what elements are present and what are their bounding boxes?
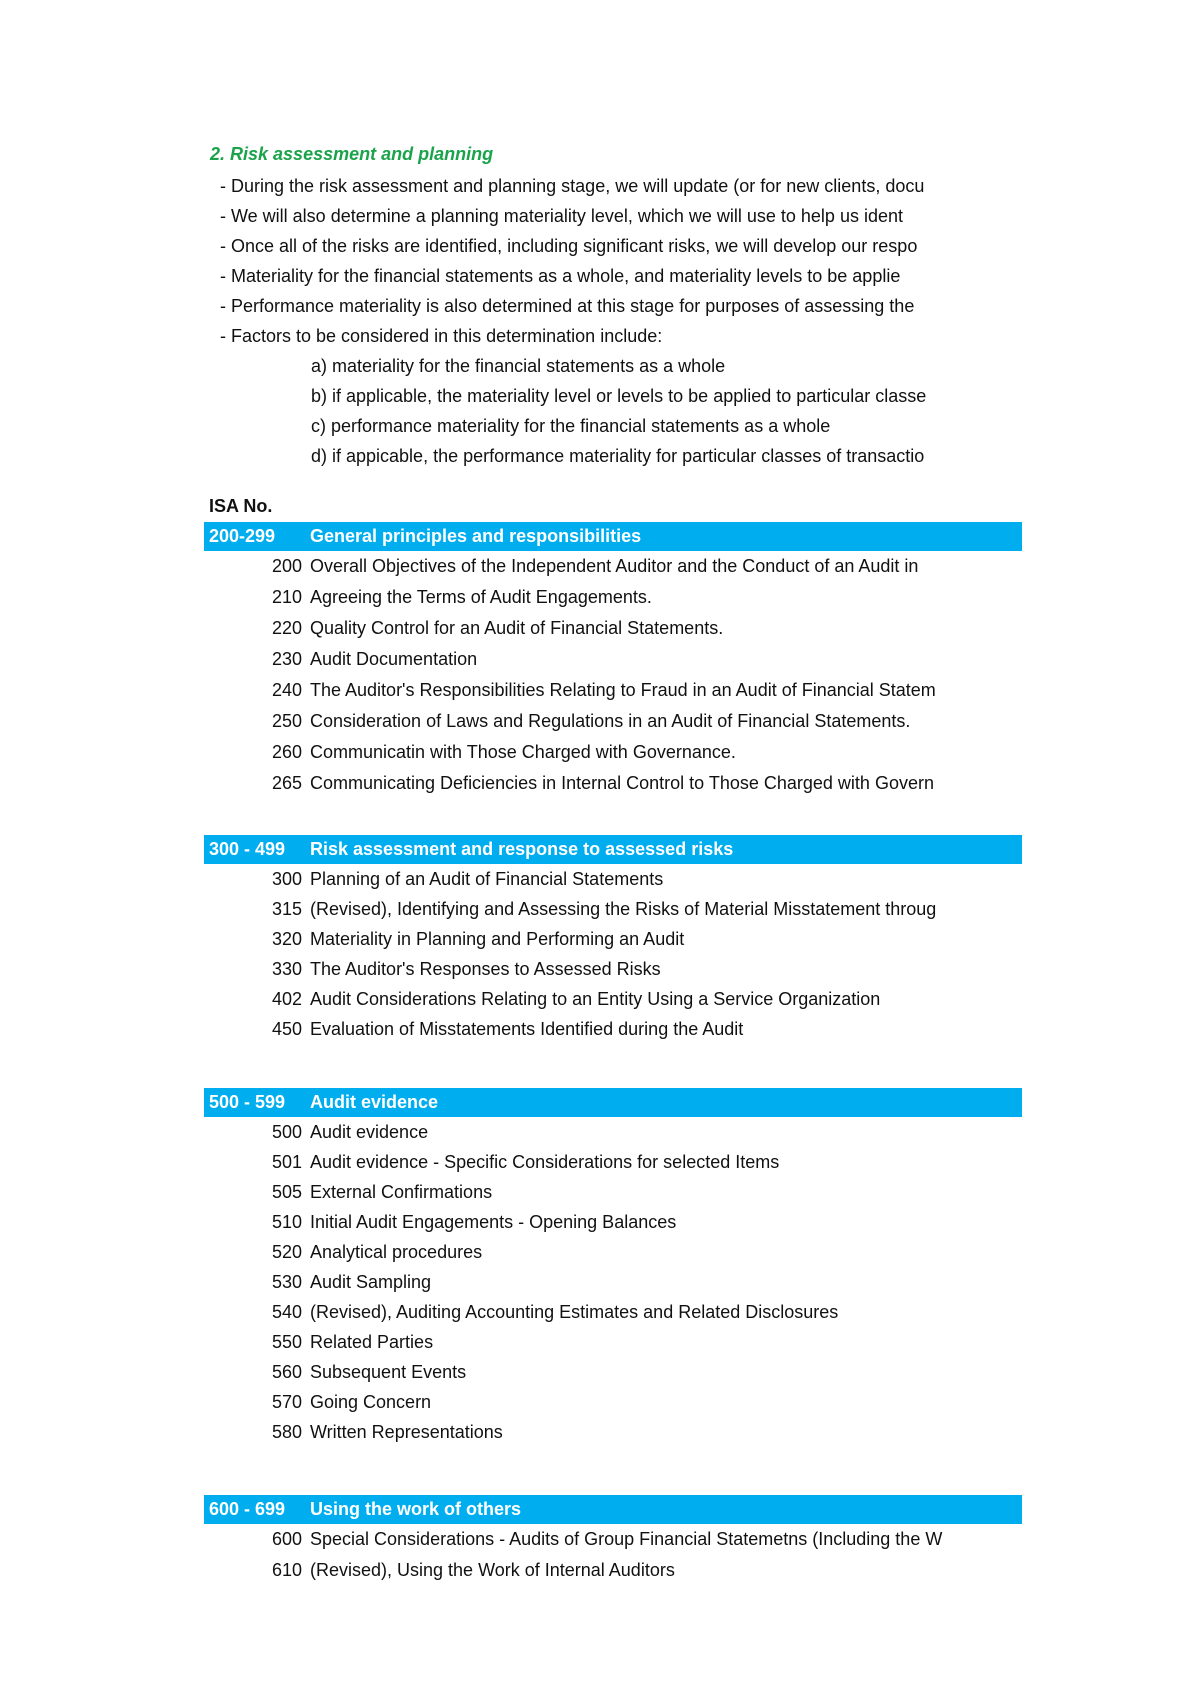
isa-group-200 [204,522,1022,799]
isa-row [204,924,1022,954]
isa-title: Subsequent Events [310,1362,467,1382]
isa-row [204,1524,1022,1555]
isa-title: Audit evidence [310,1122,429,1142]
isa-row [204,1117,1022,1147]
group-title: Risk assessment and response to assessed risks [310,839,734,859]
isa-row [204,954,1022,984]
isa-title: Consideration of Laws and Regulations in an Audit of Financial Statements. [310,711,911,731]
group-range: 300 - 499 [209,839,286,859]
isa-row [204,1147,1022,1177]
sub-item: d) if appicable, the performance materiality for particular classes of transactio [311,446,925,466]
isa-title: Communicating Deficiencies in Internal Control to Those Charged with Govern [310,773,934,793]
isa-group-500 [204,1088,1022,1447]
isa-number: 330 [271,959,302,979]
isa-row [204,1177,1022,1207]
isa-number: 230 [271,649,302,669]
isa-row [204,864,1022,894]
isa-row [204,1387,1022,1417]
group-header [204,1088,1022,1117]
isa-title: (Revised), Auditing Accounting Estimates and Related Disclosures [310,1302,839,1322]
isa-title: Special Considerations - Audits of Group Financial Statemetns (Including the W [310,1529,943,1549]
isa-title: The Auditor's Responses to Assessed Risks [310,959,661,979]
group-header [204,1495,1022,1524]
isa-row [204,894,1022,924]
group-header [204,835,1022,864]
isa-row [204,582,1022,613]
isa-row [204,1327,1022,1357]
bullet-item: - Once all of the risks are identified, including significant risks, we will develop our respo [220,236,918,256]
isa-number-label: ISA No. [209,496,273,516]
isa-number: 450 [271,1019,302,1039]
isa-number: 250 [271,711,302,731]
isa-number: 600 [271,1529,302,1549]
group-title: Audit evidence [310,1092,439,1112]
group-range: 200-299 [209,526,276,546]
isa-row [204,1555,1022,1586]
isa-row [204,768,1022,799]
isa-row [204,1014,1022,1044]
isa-number: 505 [271,1182,302,1202]
group-title: General principles and responsibilities [310,526,642,546]
isa-title: External Confirmations [310,1182,493,1202]
isa-number: 520 [271,1242,302,1262]
isa-row [204,644,1022,675]
bullet-item: - Materiality for the financial statements as a whole, and materiality levels to be applie [220,266,901,286]
isa-number: 200 [271,556,302,576]
isa-number: 240 [271,680,302,700]
bullet-item: - During the risk assessment and planning stage, we will update (or for new clients, docu [220,176,925,196]
isa-number: 260 [271,742,302,762]
isa-number: 320 [271,929,302,949]
isa-number: 501 [271,1152,302,1172]
isa-title: Written Representations [310,1422,503,1442]
group-title: Using the work of others [310,1499,522,1519]
bullet-item: - Factors to be considered in this determination include: [220,326,663,346]
isa-title: Agreeing the Terms of Audit Engagements. [310,587,652,607]
isa-row [204,1357,1022,1387]
isa-row [204,706,1022,737]
isa-number: 510 [271,1212,302,1232]
isa-row [204,1207,1022,1237]
isa-number: 265 [271,773,302,793]
sub-item: c) performance materiality for the financial statements as a whole [311,416,831,436]
bullet-item: - Performance materiality is also determined at this stage for purposes of assessing the [220,296,915,316]
isa-row [204,675,1022,706]
isa-row [204,1237,1022,1267]
group-range: 500 - 599 [209,1092,286,1112]
isa-number: 560 [271,1362,302,1382]
isa-title: Communicatin with Those Charged with Governance. [310,742,736,762]
isa-title: Overall Objectives of the Independent Auditor and the Conduct of an Audit in [310,556,919,576]
isa-number: 402 [271,989,302,1009]
sub-item: a) materiality for the financial statements as a whole [311,356,726,376]
sub-item: b) if applicable, the materiality level or levels to be applied to particular classe [311,386,927,406]
isa-group-300 [204,835,1022,1044]
isa-number: 315 [271,899,302,919]
isa-title: (Revised), Identifying and Assessing the Risks of Material Misstatement throug [310,899,937,919]
isa-title: Audit Sampling [310,1272,432,1292]
isa-title: The Auditor's Responsibilities Relating to Fraud in an Audit of Financial Statem [310,680,936,700]
isa-title: Quality Control for an Audit of Financial Statements. [310,618,724,638]
isa-title: Audit Documentation [310,649,478,669]
isa-title: Initial Audit Engagements - Opening Balances [310,1212,677,1232]
isa-number: 550 [271,1332,302,1352]
isa-group-600 [204,1495,1022,1586]
isa-row [204,737,1022,768]
group-range: 600 - 699 [209,1499,286,1519]
isa-number: 530 [271,1272,302,1292]
isa-title: Materiality in Planning and Performing an Audit [310,929,685,949]
isa-row [204,1267,1022,1297]
group-header [204,522,1022,551]
isa-title: Evaluation of Misstatements Identified during the Audit [310,1019,744,1039]
isa-number: 610 [271,1560,302,1580]
isa-title: Audit Considerations Relating to an Entity Using a Service Organization [310,989,881,1009]
isa-title: Related Parties [310,1332,434,1352]
section-heading: 2. Risk assessment and planning [210,144,494,164]
isa-title: Audit evidence - Specific Considerations for selected Items [310,1152,780,1172]
sub-item-list [204,351,1022,471]
isa-number: 210 [271,587,302,607]
isa-number: 300 [271,869,302,889]
isa-number: 570 [271,1392,302,1412]
isa-number: 540 [271,1302,302,1322]
isa-number: 500 [271,1122,302,1142]
bullet-list [204,171,1022,471]
isa-title: (Revised), Using the Work of Internal Auditors [310,1560,675,1580]
isa-row [204,1417,1022,1447]
isa-title: Planning of an Audit of Financial Statements [310,869,664,889]
bullet-item: - We will also determine a planning materiality level, which we will use to help us ident [220,206,903,226]
isa-number: 220 [271,618,302,638]
isa-title: Analytical procedures [310,1242,483,1262]
isa-row [204,613,1022,644]
isa-row [204,984,1022,1014]
isa-number: 580 [271,1422,302,1442]
isa-row [204,1297,1022,1327]
isa-title: Going Concern [310,1392,432,1412]
isa-row [204,551,1022,582]
